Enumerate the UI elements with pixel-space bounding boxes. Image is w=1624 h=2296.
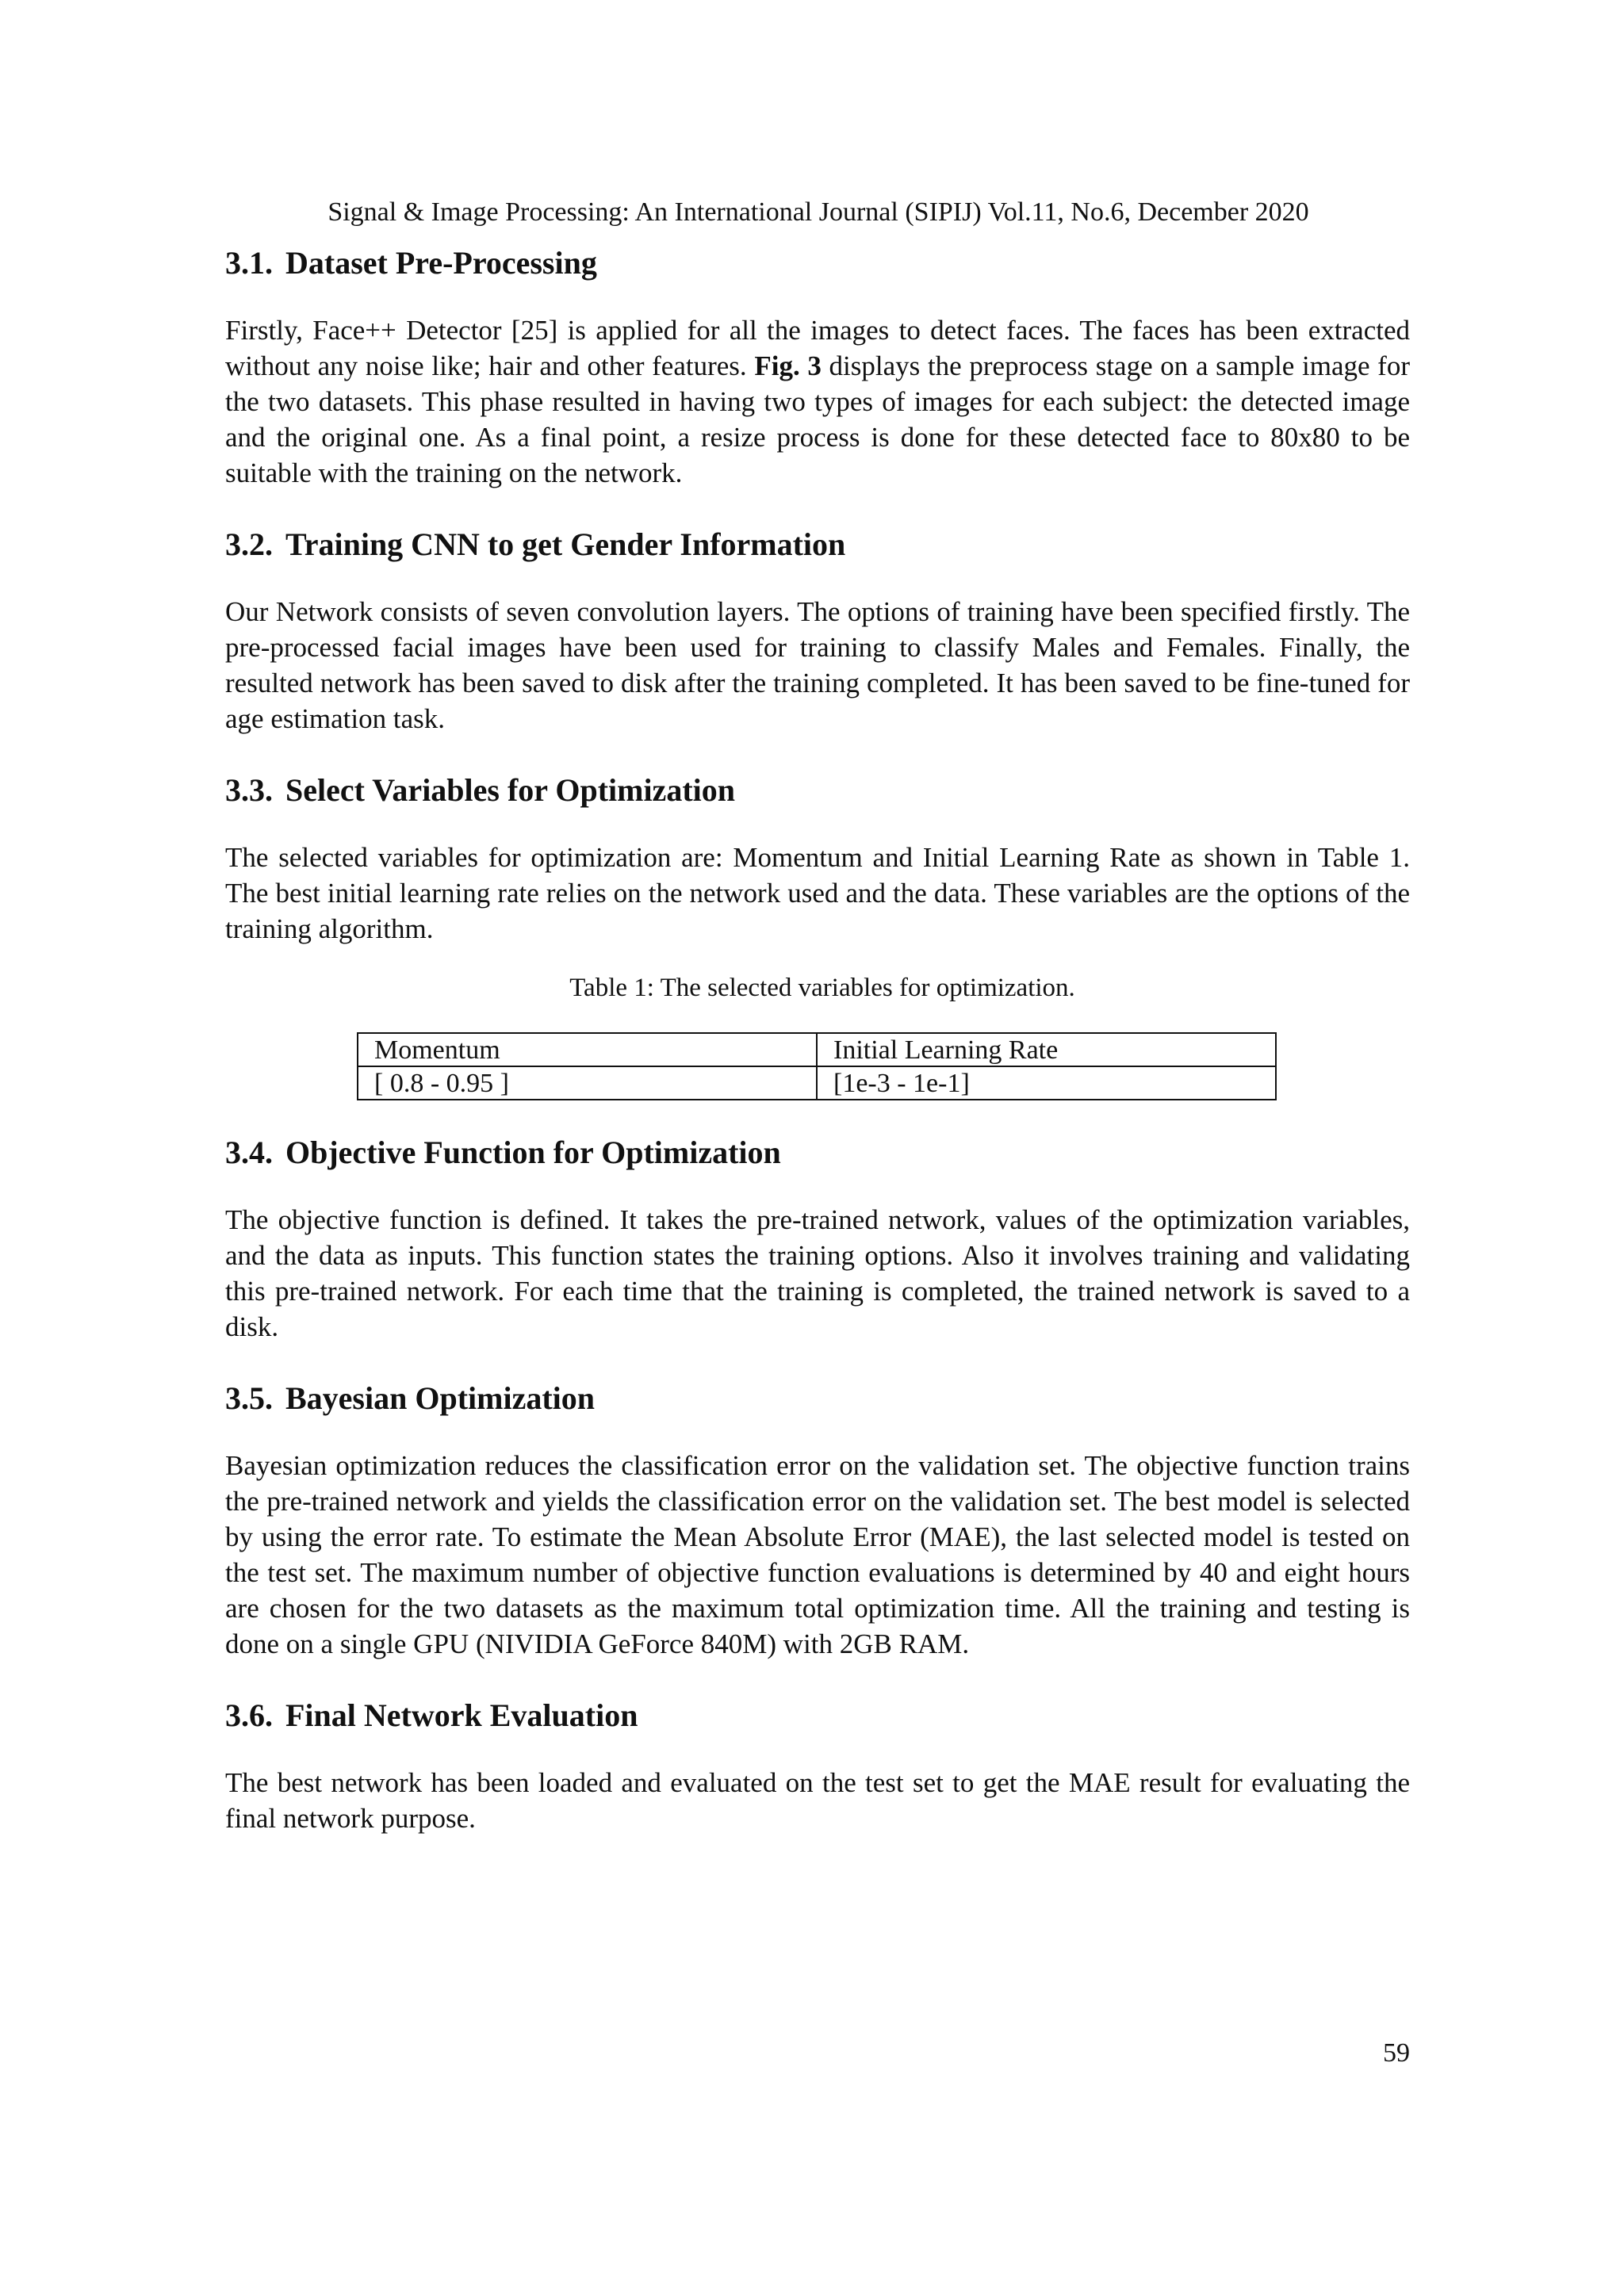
section-heading-3-3 xyxy=(225,770,1410,811)
section-3-2-paragraph: Our Network consists of seven convolution layers. The options of training have been specified firstly. The pre-processed facial images have been used for training to classify Males and Females. Finally, the resulted network has been saved to disk after the training completed. It has been saved to be fine-tuned for age estimation task. xyxy=(225,596,1410,734)
section-3-5-paragraph: Bayesian optimization reduces the classification error on the validation set. The objective function trains the pre-trained network and yields the classification error on the validation set. The best model is selected by using the error rate. To estimate the Mean Absolute Error (MAE), the last selected model is tested on the test set. The maximum number of objective function evaluations is determined by 40 and eight hours are chosen for the two datasets as the maximum total optimization time. All the training and testing is done on a single GPU (NIVIDIA GeForce 840M) with 2GB RAM. xyxy=(225,1450,1410,1659)
page-number: 59 xyxy=(1383,2038,1410,2068)
section-title: Objective Function for Optimization xyxy=(285,1135,781,1170)
running-header: Signal & Image Processing: An International Journal (SIPIJ) Vol.11, No.6, December 2020 xyxy=(327,197,1309,227)
section-title: Select Variables for Optimization xyxy=(285,772,735,808)
section-heading-3-6 xyxy=(225,1695,1410,1736)
section-title: Dataset Pre-Processing xyxy=(285,245,597,281)
section-heading-3-5 xyxy=(225,1378,1410,1419)
section-number: 3.4. xyxy=(225,1135,273,1170)
table-header-row xyxy=(358,1033,1276,1066)
table-caption: Table 1: The selected variables for optimization. xyxy=(569,974,1075,1002)
section-number: 3.5. xyxy=(225,1380,273,1416)
table-header-cell: Initial Learning Rate xyxy=(817,1033,1276,1066)
section-3-6-paragraph: The best network has been loaded and evaluated on the test set to get the MAE result for evaluating the final network purpose. xyxy=(225,1767,1410,1834)
section-3-4-paragraph: The objective function is defined. It takes the pre-trained network, values of the optimization variables, and the data as inputs. This function states the training options. Also it involves training and validating this pre-trained network. For each time that the training is completed, the trained network is saved to a disk. xyxy=(225,1204,1410,1342)
paragraph-text: Firstly, Face++ Detector [25] is applied for all the images to detect faces. The faces has been extracted without any noise like; hair and other features. xyxy=(225,315,1410,381)
section-title: Final Network Evaluation xyxy=(285,1697,638,1733)
table-cell: [ 0.8 - 0.95 ] xyxy=(358,1066,817,1100)
figure-reference: Fig. 3 xyxy=(754,350,822,381)
section-heading-3-2 xyxy=(225,524,1410,565)
paragraph-text: displays the preprocess stage on a sample image for the two datasets. This phase resulted in having two types of images for each subject: the detected image and the original one. As a final point, a resize process is done for these detected face to 80x80 to be suitable with the training on the network. xyxy=(225,350,1410,488)
table-header-cell: Momentum xyxy=(358,1033,817,1066)
variables-table xyxy=(357,1032,1277,1100)
table-cell: [1e-3 - 1e-1] xyxy=(817,1066,1276,1100)
page-content xyxy=(225,243,1410,1836)
section-heading-3-1 xyxy=(225,243,1410,284)
section-number: 3.3. xyxy=(225,772,273,808)
section-number: 3.6. xyxy=(225,1697,273,1733)
section-3-3-paragraph: The selected variables for optimization are: Momentum and Initial Learning Rate as shown in Table 1. The best initial learning rate relies on the network used and the data. These variables are the options of the training algorithm. xyxy=(225,842,1410,944)
section-heading-3-4 xyxy=(225,1132,1410,1173)
section-title: Training CNN to get Gender Information xyxy=(285,526,846,562)
table-row xyxy=(358,1066,1276,1100)
section-title: Bayesian Optimization xyxy=(285,1380,596,1416)
section-number: 3.2. xyxy=(225,526,273,562)
section-number: 3.1. xyxy=(225,245,273,281)
section-3-1-paragraph xyxy=(225,312,1410,491)
